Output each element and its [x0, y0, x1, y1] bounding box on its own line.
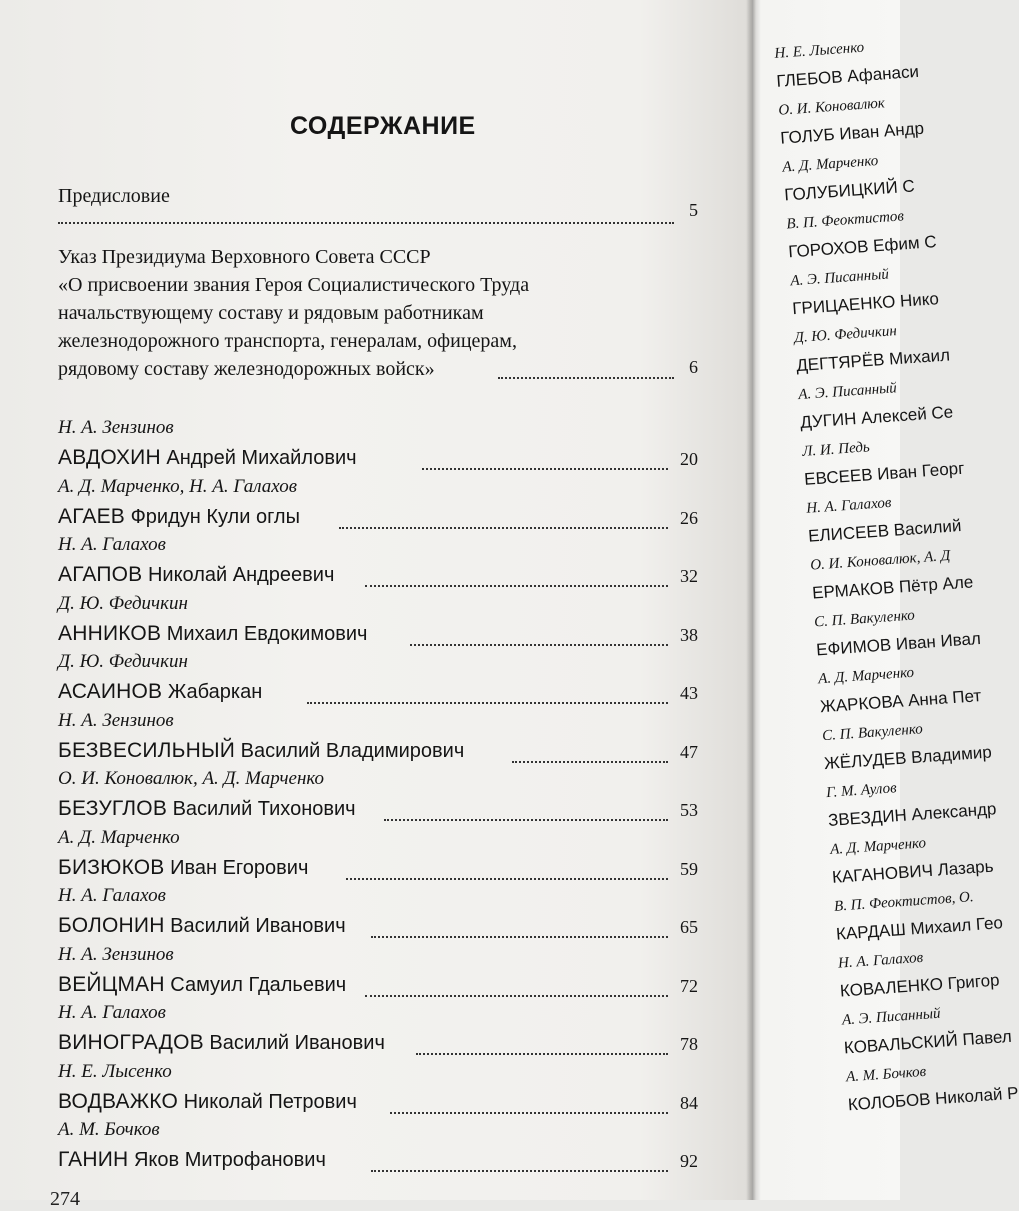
entry-author: А. Д. Марченко, Н. А. Галахов [58, 475, 297, 497]
right-entry-author: В. П. Феоктистов, О. [833, 889, 975, 915]
decree-line: начальствующему составу и рядовым работникам [58, 302, 484, 324]
entry-hero-name [58, 914, 346, 938]
entry-given-names: Василий Иванович [170, 915, 346, 937]
decree-line: «О присвоении звания Героя Социалистического Труда [58, 274, 530, 296]
entry-hero-name [58, 680, 262, 704]
entry-author: О. И. Коновалюк, А. Д. Марченко [58, 768, 325, 789]
entry-surname: БОЛОНИН [58, 914, 165, 937]
page-folio: 274 [50, 1188, 80, 1210]
toc-entry [58, 827, 698, 885]
decree-line: Указ Президиума Верховного Совета СССР [58, 246, 431, 268]
entry-given-names: Николай Андреевич [147, 564, 335, 586]
toc-entry [58, 651, 698, 709]
right-entry-name: ЕВСЕЕВ Иван Георг [803, 458, 965, 489]
entry-hero-name [58, 1090, 357, 1114]
entry-given-names: Василий Иванович [209, 1032, 385, 1054]
entry-surname: БЕЗВЕСИЛЬНЫЙ [58, 738, 236, 762]
toc-entry [58, 944, 698, 1002]
entry-surname: БЕЗУГЛОВ [58, 797, 168, 820]
entry-page-number: 65 [680, 917, 698, 937]
right-entry-name: ЖАРКОВА Анна Пет [819, 686, 982, 717]
entry-surname: АВДОХИН [58, 446, 161, 469]
right-entry-name: КАГАНОВИЧ Лазарь [831, 856, 995, 887]
entry-hero-name [58, 739, 464, 763]
entry-page-number: 84 [680, 1092, 698, 1113]
right-entry-author: А. Э. Писанный [841, 1005, 942, 1029]
book-spine [746, 0, 756, 1200]
right-entry-author: О. И. Коновалюк, А. Д [809, 547, 951, 574]
entry-hero-name [58, 446, 357, 470]
entry-given-names: Василий Тихонович [172, 798, 356, 820]
entry-hero-name [58, 797, 356, 821]
right-entry-name: КОВАЛЕНКО Григор [839, 970, 1001, 1001]
entry-page-number: 72 [680, 975, 698, 996]
entry-surname: АННИКОВ [58, 621, 162, 645]
entry-author: Н. А. Галахов [58, 885, 166, 906]
toc-entry [58, 1061, 698, 1119]
right-entry-name: ГЛЕБОВ Афанаси [775, 61, 920, 91]
right-entry-author: А. Д. Марченко [781, 152, 879, 176]
entry-author: Н. А. Галахов [58, 534, 166, 555]
right-entry-author: С. П. Вакуленко [813, 607, 916, 631]
right-entry-name: ДУГИН Алексей Се [799, 402, 954, 432]
entry-page-number: 78 [680, 1034, 698, 1054]
right-entry-author: А. Э. Писанный [797, 380, 898, 404]
right-entry-author: Н. А. Галахов [805, 494, 892, 517]
entry-dot-leader [346, 878, 668, 880]
entry-given-names: Жабаркан [167, 681, 263, 703]
entry-surname: ГАНИН [58, 1148, 129, 1171]
entry-hero-name [58, 1148, 326, 1172]
entry-page-number: 26 [680, 507, 698, 528]
entry-given-names: Яков Митрофанович [133, 1149, 326, 1171]
right-entry-author: Г. М. Аулов [825, 780, 898, 802]
preface-page-number: 5 [689, 200, 698, 220]
toc-entry [58, 710, 698, 768]
right-entry-name: ГРИЦАЕНКО Нико [791, 289, 940, 319]
right-entry-name: ГОЛУБИЦКИЙ С [783, 176, 916, 205]
right-entry-name: ГОЛУБ Иван Андр [779, 118, 925, 148]
entry-hero-name [58, 563, 334, 587]
entry-author: Н. А. Галахов [58, 1002, 166, 1023]
right-entry-name: ЗВЕЗДИН Александр [827, 799, 998, 831]
entry-dot-leader [512, 761, 668, 763]
entry-hero-name [58, 505, 300, 529]
right-entry-author: Д. Ю. Федичкин [793, 323, 898, 347]
right-entry-name: ЕЛИСЕЕВ Василий [807, 516, 962, 546]
entry-given-names: Иван Егорович [170, 856, 309, 879]
toc-entry [58, 768, 698, 826]
entry-page-number: 32 [680, 566, 698, 586]
entry-given-names: Андрей Михайлович [166, 447, 357, 469]
decree-page-number: 6 [689, 357, 698, 377]
entry-author: А. Д. Марченко [58, 826, 180, 848]
entry-page-number: 59 [680, 858, 698, 879]
entry-surname: ВОДВАЖКО [58, 1089, 179, 1113]
entry-page-number: 38 [680, 624, 698, 645]
entry-dot-leader [384, 819, 668, 821]
decree-row [58, 243, 698, 383]
entry-dot-leader [307, 702, 668, 704]
right-entry-name: ДЕГТЯРЁВ Михаил [795, 345, 951, 376]
entry-author: Н. А. Зензинов [58, 417, 174, 438]
toc-entry [58, 1002, 698, 1060]
entry-hero-name [58, 973, 346, 997]
right-entry-author: Н. А. Галахов [837, 949, 924, 972]
entry-author: Н. А. Зензинов [58, 709, 174, 731]
entry-given-names: Самуил Гдальевич [170, 973, 347, 996]
entry-dot-leader [410, 644, 668, 646]
entry-page-number: 20 [680, 449, 698, 469]
toc-entry [58, 593, 698, 651]
entry-page-number: 92 [680, 1151, 698, 1171]
right-entry-author: С. П. Вакуленко [821, 721, 924, 745]
decree-dot-leader [498, 377, 674, 379]
toc-entry [58, 1119, 698, 1177]
entry-hero-name [58, 856, 308, 880]
right-entry-name: ГОРОХОВ Ефим С [787, 232, 938, 262]
entry-page-number: 43 [680, 683, 698, 703]
entry-surname: АГАЕВ [58, 504, 125, 528]
entry-surname: АГАПОВ [58, 563, 143, 586]
preface-label: Предисловие [58, 185, 170, 207]
right-entry-name: КОВАЛЬСКИЙ Павел [843, 1026, 1013, 1058]
right-entry-name: КОЛОБОВ Николай Р [847, 1083, 1019, 1115]
right-entry-name: ЕРМАКОВ Пётр Але [811, 572, 974, 603]
page-title: СОДЕРЖАНИЕ [290, 112, 476, 140]
right-entry-author: О. И. Коновалюк [777, 95, 886, 119]
toc-entry [58, 417, 698, 475]
toc-entry [58, 476, 698, 534]
entry-page-number: 53 [680, 800, 698, 820]
entry-dot-leader [339, 527, 668, 529]
right-entry-author: В. П. Феоктистов [785, 208, 905, 233]
right-entry-author: Л. И. Педь [801, 439, 871, 460]
entry-surname: ВИНОГРАДОВ [58, 1031, 204, 1054]
right-entry-author: А. Д. Марченко [829, 835, 927, 858]
entry-author: Н. Е. Лысенко [58, 1060, 172, 1082]
right-entry-name: ЖЁЛУДЕВ Владимир [823, 742, 993, 774]
toc-entry [58, 534, 698, 592]
entry-dot-leader [416, 1053, 668, 1055]
entry-page-number: 47 [680, 741, 698, 762]
entry-author: Д. Ю. Федичкин [58, 651, 188, 672]
entry-given-names: Фридун Кули оглы [130, 505, 300, 528]
decree-line: рядовому составу железнодорожных войск» [58, 358, 435, 380]
entry-dot-leader [365, 995, 668, 997]
entry-author: Н. А. Зензинов [58, 943, 174, 965]
entry-given-names: Николай Петрович [183, 1090, 357, 1113]
entry-author: А. М. Бочков [58, 1119, 160, 1140]
right-entry-author: А. Э. Писанный [789, 266, 890, 290]
decree-line: железнодорожного транспорта, генералам, офицерам, [58, 330, 517, 352]
toc-entry [58, 885, 698, 943]
entry-dot-leader [371, 1170, 668, 1172]
right-entry-name: КАРДАШ Михаил Гео [835, 913, 1004, 944]
entry-hero-name [58, 1031, 385, 1055]
preface-dot-leader [58, 222, 674, 224]
entry-dot-leader [371, 936, 668, 938]
right-entry-name: ЕФИМОВ Иван Ивал [815, 628, 982, 660]
entry-surname: БИЗЮКОВ [58, 855, 165, 879]
entry-surname: ВЕЙЦМАН [58, 972, 165, 996]
entry-given-names: Василий Владимирович [240, 739, 465, 762]
preface-row [58, 182, 698, 220]
right-page [752, 0, 1019, 1200]
entry-author: Д. Ю. Федичкин [58, 592, 188, 614]
right-entry-author: А. Д. Марченко [817, 664, 915, 688]
right-entry-author: А. М. Бочков [845, 1063, 927, 1086]
entry-hero-name [58, 622, 367, 646]
entry-given-names: Михаил Евдокимович [166, 622, 368, 645]
entry-surname: АСАИНОВ [58, 680, 163, 703]
entry-dot-leader [390, 1112, 668, 1114]
entry-dot-leader [422, 468, 668, 470]
entry-dot-leader [365, 585, 668, 587]
right-entry-author: Н. Е. Лысенко [773, 39, 865, 62]
